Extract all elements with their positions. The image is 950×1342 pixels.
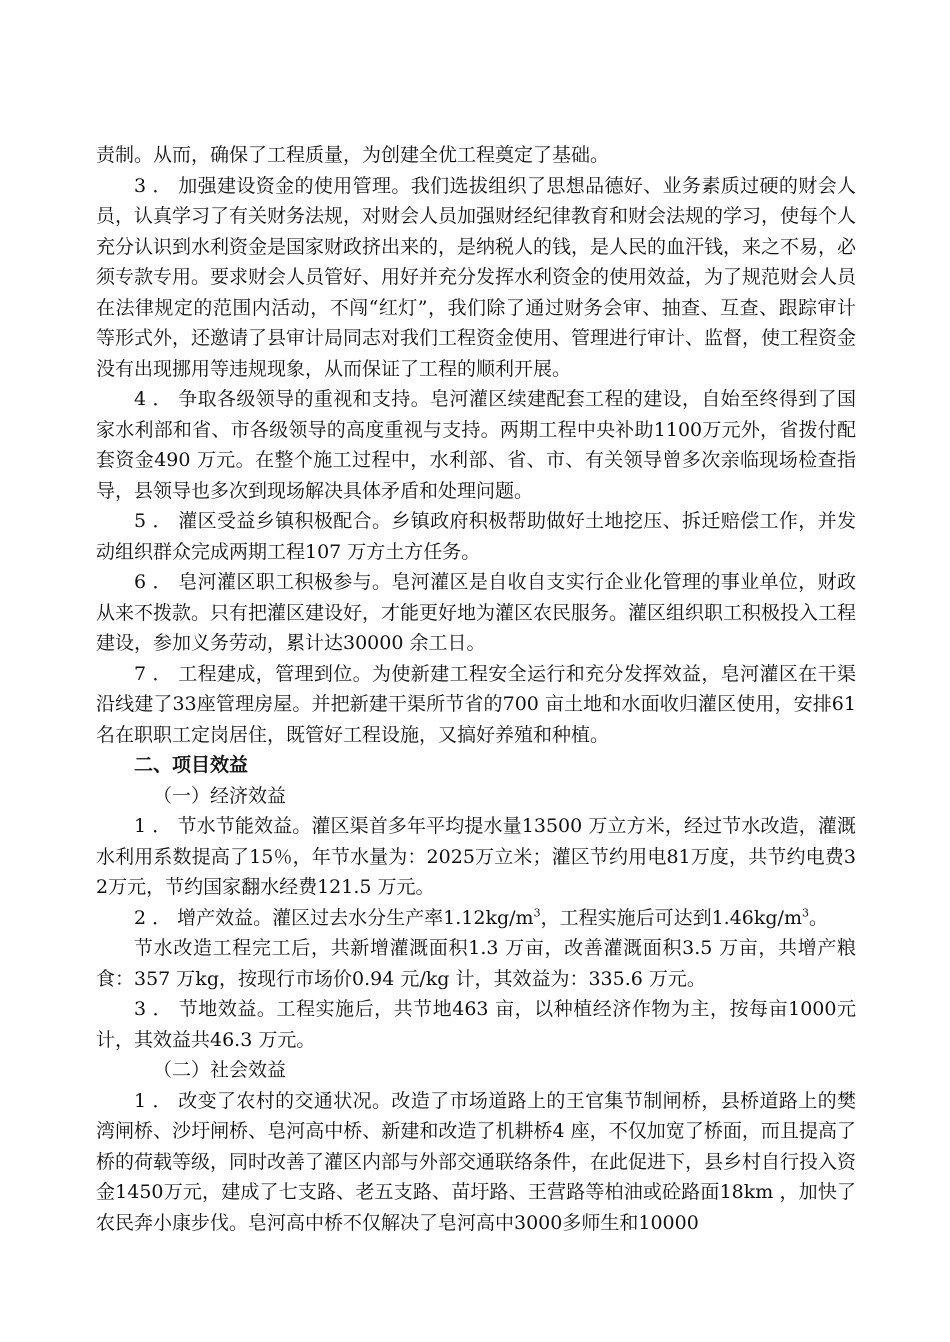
paragraph-item-7-management: 7 ． 工程建成，管理到位。为使新建工程安全运行和充分发挥效益，皂河灌区在干渠沿线建了33座管理房屋。并把新建干渠所节省的700 亩土地和水面收归灌区使用，安排61名在职职工定岗居住，既管好工程设施，又搞好养殖和种植。 (96, 662, 856, 746)
section-heading: 二、项目效益 (134, 754, 249, 776)
paragraph-economic-2 (96, 903, 856, 934)
paragraph-social-1: 1 ． 改变了农村的交通状况。改造了市场道路上的王官集节制闸桥，县桥道路上的樊湾闸桥、沙圩闸桥、皂河高中桥、新建和改造了机耕桥4 座，不仅加宽了桥面，而且提高了桥的荷载等级，同时改善了灌区内部与外部交通联络条件，在此促进下，县乡村自行投入资金1450万元，建成了七支路、老五支路、苗圩路、王营路等柏油或砼路面18km ，加快了农民奔小康步伐。皂河高中桥不仅解决了皂河高中3000多师生和10000 (96, 1089, 857, 1234)
paragraph-economic-4: 3 ． 节地效益。工程实施后，共节地463 亩，以种植经济作物为主，按每亩1000元计，其效益共46.3 万元。 (96, 998, 856, 1051)
paragraph-item-5-townships: 5 ． 灌区受益乡镇积极配合。乡镇政府积极帮助做好土地挖压、拆迁赔偿工作，并发动组织群众完成两期工程107 万方土方任务。 (96, 510, 856, 563)
document-body (96, 140, 856, 1238)
subsection-heading-social: （二）社会效益 (153, 1059, 287, 1081)
economic-2-text-c: 。 (808, 906, 828, 929)
paragraph-continuation: 责制。从而，确保了工程质量，为创建全优工程奠定了基础。 (96, 144, 610, 166)
superscript-cubic-1: 3 (533, 906, 541, 920)
paragraph-item-4-leadership: 4 ． 争取各级领导的重视和支持。皂河灌区续建配套工程的建设，自始至终得到了国家水利部和省、市各级领导的高度重视与支持。两期工程中央补助1100万元外，省拨付配套资金490 万元。在整个施工过程中，水利部、省、市、有关领导曾多次亲临现场检查指导，县领导也多次到现场解决具体矛盾和处理问题。 (96, 388, 856, 502)
paragraph-economic-3: 节水改造工程完工后，共新增灌溉面积1.3 万亩，改善灌溉面积3.5 万亩，共增产粮食：357 万kg，按现行市场价0.94 元/kg 计，其效益为：335.6 万元。 (96, 937, 856, 990)
subsection-heading-economic: （一）经济效益 (153, 784, 287, 807)
economic-2-text-b: ，工程实施后可达到1.46kg/m (540, 906, 802, 929)
superscript-cubic-2: 3 (801, 906, 809, 920)
economic-2-text-a: 2 ． 增产效益。灌区过去水分生产率1.12kg/m (134, 906, 534, 929)
paragraph-item-3-funds: 3 ． 加强建设资金的使用管理。我们选拔组织了思想品德好、业务素质过硬的财会人员，认真学习了有关财务法规，对财会人员加强财经纪律教育和财会法规的学习，使每个人充分认识到水利资金是国家财政挤出来的，是纳税人的钱，是人民的血汗钱，来之不易，必须专款专用。要求财会人员管好、用好并充分发挥水利资金的使用效益，为了规范财会人员在法律规定的范围内活动，不闯“红灯”，我们除了通过财务会审、抽查、互查、跟踪审计等形式外，还邀请了县审计局同志对我们工程资金使用、管理进行审计、监督，使工程资金没有出现挪用等违规现象，从而保证了工程的顺利开展。 (96, 174, 857, 380)
paragraph-item-6-staff: 6 ． 皂河灌区职工积极参与。皂河灌区是自收自支实行企业化管理的事业单位，财政从来不拨款。只有把灌区建设好，才能更好地为灌区农民服务。灌区组织职工积极投入工程建设，参加义务劳动，累计达30000 余工日。 (96, 571, 857, 654)
paragraph-economic-1: 1 ． 节水节能效益。灌区渠首多年平均提水量13500 万立方米，经过节水改造，灌溉水利用系数提高了15％，年节水量为：2025万立米；灌区节约用电81万度，共节约电费32万元，节约国家翻水经费121.5 万元。 (96, 815, 856, 898)
